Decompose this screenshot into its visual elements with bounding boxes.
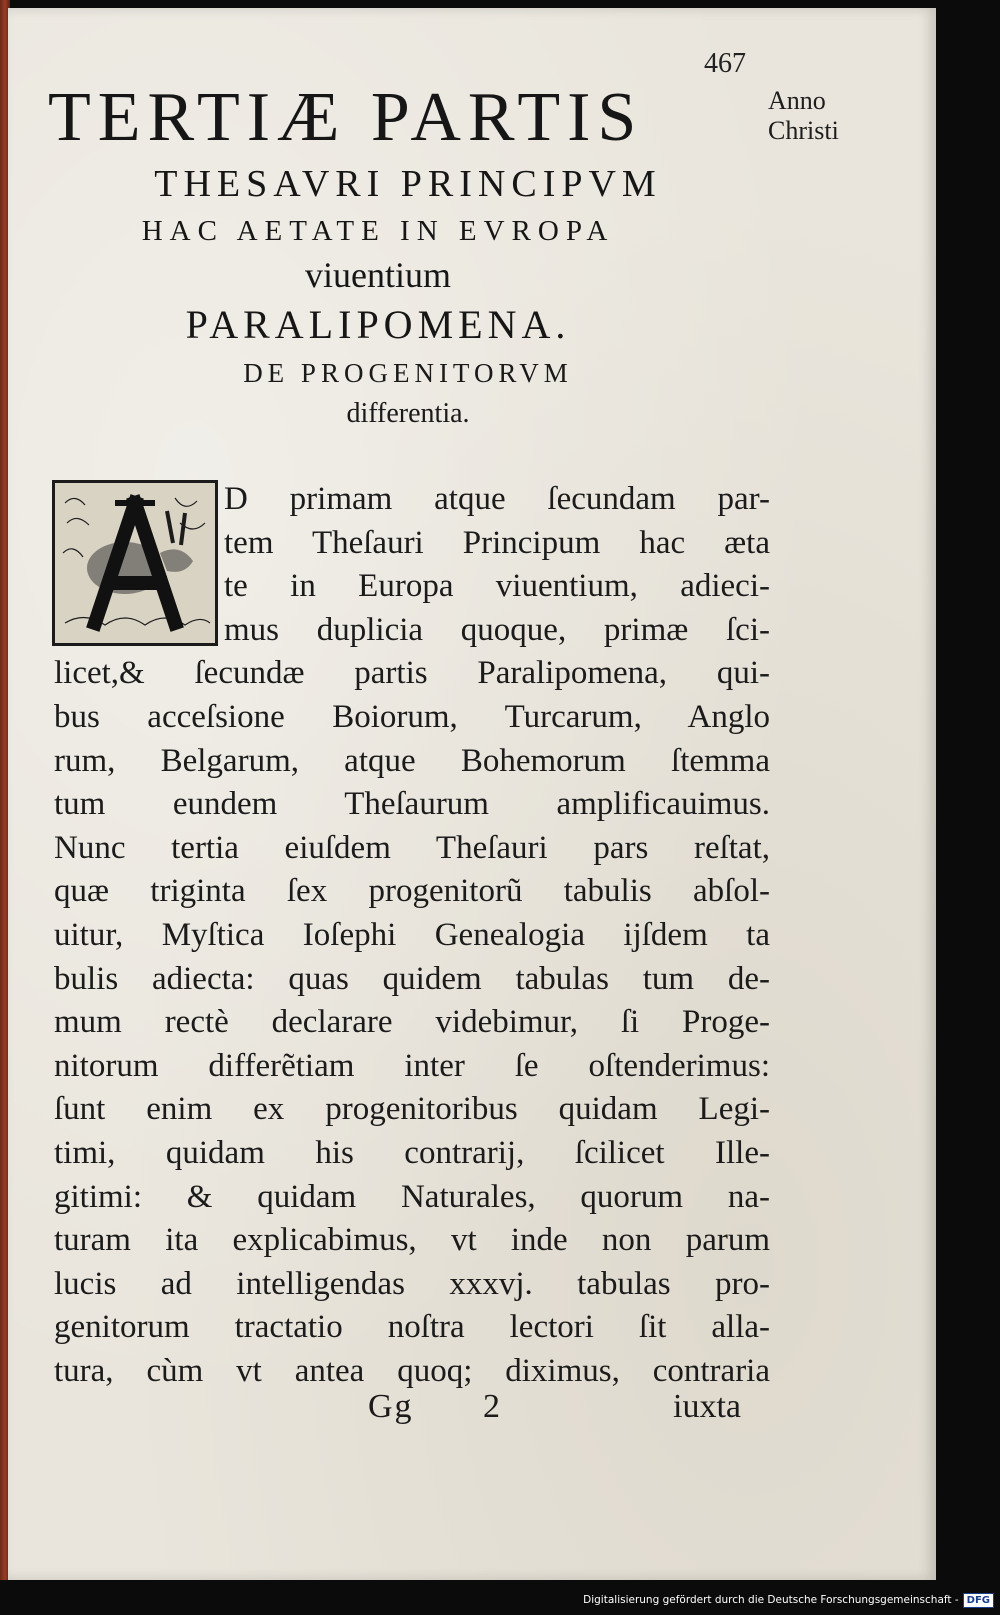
body-line: Nunc tertia eiuſdem Theſauri pars reſtat, — [54, 829, 770, 866]
body-text — [54, 478, 770, 1393]
title-line-4: viuentium — [305, 255, 451, 295]
body-line: rum, Belgarum, atque Bohemorum ſtemma — [54, 742, 770, 779]
title-line-1: TERTIÆ PARTIS — [48, 79, 644, 156]
body-line: te in Europa viuentium, adieci- — [224, 568, 770, 605]
body-line: gitimi: & quidam Naturales, quorum na- — [54, 1178, 770, 1215]
body-line: ſunt enim ex progenitoribus quidam Legi- — [54, 1091, 770, 1128]
margin-note — [768, 86, 898, 146]
body-line: tem Theſauri Principum hac æta — [224, 524, 770, 561]
body-line: tum eundem Theſaurum amplificauimus. — [54, 786, 770, 823]
page-number: 467 — [704, 48, 746, 79]
title-line-3: HAC AETATE IN EVROPA — [141, 215, 615, 247]
section-heading: DE PROGENITORVM — [243, 358, 573, 388]
body-line: timi, quidam his contrarij, ſcilicet Ille- — [54, 1134, 770, 1171]
body-line: genitorum tractatio noſtra lectori ſit alla- — [54, 1309, 770, 1346]
margin-note-line: Anno — [768, 86, 826, 115]
margin-note-line: Christi — [768, 116, 839, 145]
body-line: lucis ad intelligendas xxxvj. tabulas pro- — [54, 1265, 770, 1302]
digitization-credit — [583, 1589, 994, 1611]
section-subheading: differentia. — [346, 398, 470, 429]
dfg-logo-icon: DFG — [963, 1593, 994, 1608]
title-block — [48, 78, 768, 352]
body-line: nitorum differẽtiam inter ſe oſtenderimus: — [54, 1047, 770, 1084]
body-line: tura, cùm vt antea quoq; diximus, contraria — [54, 1352, 770, 1389]
body-line: turam ita explicabimus, vt inde non parum — [54, 1222, 770, 1259]
book-page — [8, 8, 936, 1580]
signature-mark: Gg — [368, 1388, 414, 1425]
signature-number: 2 — [483, 1388, 500, 1425]
title-line-5: PARALIPOMENA. — [185, 302, 571, 347]
title-line-2: THESAVRI PRINCIPVM — [154, 163, 662, 205]
body-line: bus acceſsione Boiorum, Turcarum, Anglo — [54, 698, 770, 735]
body-line: bulis adiecta: quas quidem tabulas tum de- — [54, 960, 770, 997]
body-line: mus duplicia quoque, primæ ſci- — [224, 611, 770, 648]
body-line: licet,& ſecundæ partis Paralipomena, qui- — [54, 655, 770, 692]
body-line: uitur, Myſtica Ioſephi Genealogia ijſdem ta — [54, 916, 770, 953]
credit-text: Digitalisierung gefördert durch die Deutsche Forschungsgemeinschaft - — [583, 1594, 959, 1606]
body-line: quæ triginta ſex progenitorũ tabulis abſol- — [54, 873, 770, 910]
body-line: D primam atque ſecundam par- — [224, 481, 770, 517]
catchword: iuxta — [673, 1388, 741, 1425]
body-line: mum rectè declarare videbimur, ſi Proge- — [54, 1004, 770, 1041]
